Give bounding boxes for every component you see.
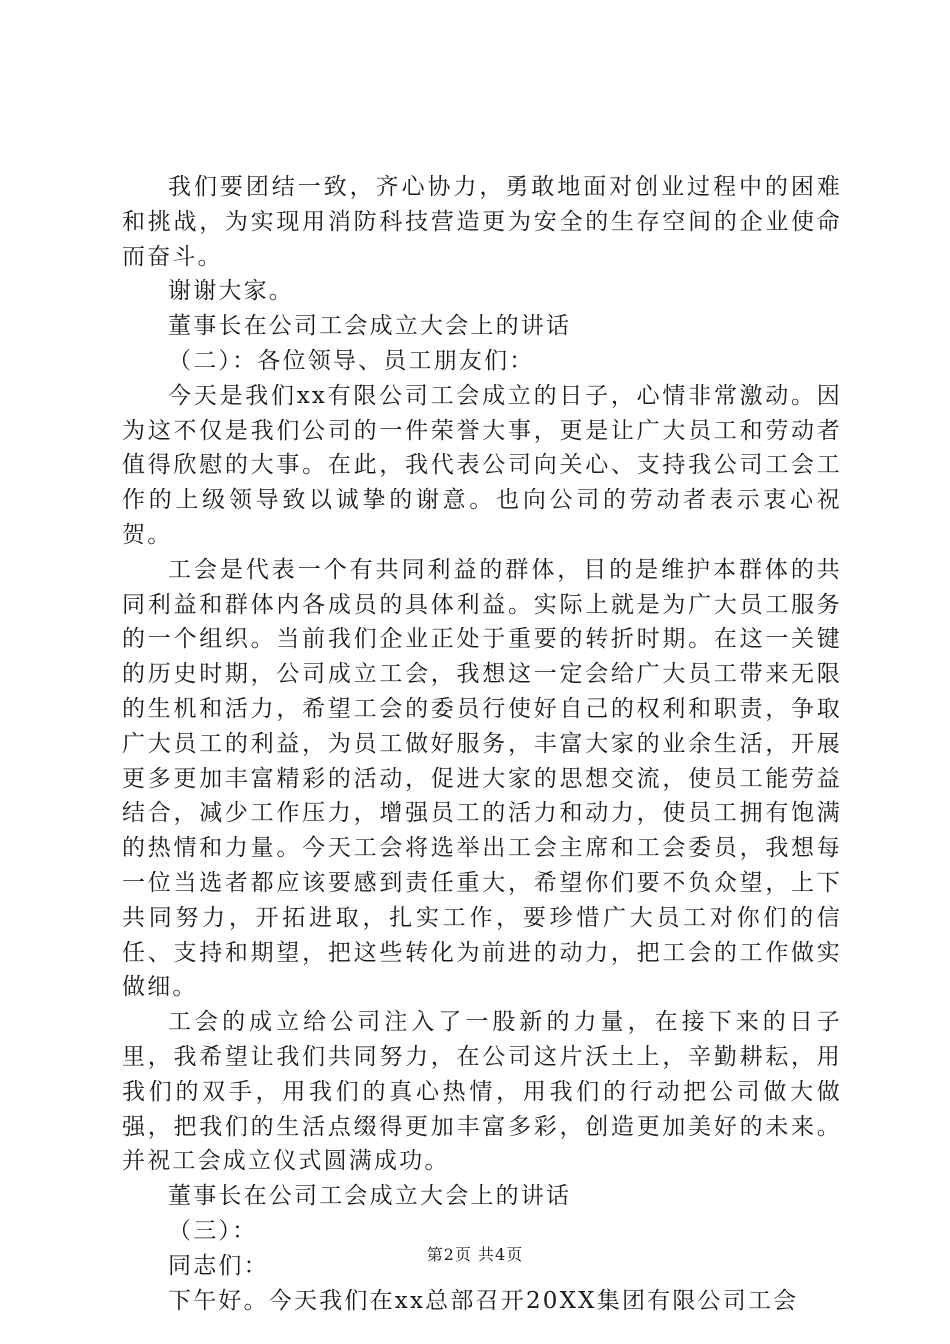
paragraph-union-purpose: 工会是代表一个有共同利益的群体，目的是维护本群体的共同利益和群体内各成员的具体利益。实际上就是为广大员工服务的一个组织。当前我们企业正处于重要的转折时期。在这一关键的历史时期，公司成立工会，我想这一定会给广大员工带来无限的生机和活力，希望工会的委员行使好自己的权利和职责，争取广大员工的利益，为员工做好服务，丰富大家的业余生活，开展更多更加丰富精彩的活动，促进大家的思想交流，使员工能劳益结合，减少工作压力，增强员工的活力和动力，使员工拥有饱满的热情和力量。今天工会将选举出工会主席和工会委员，我想每一位当选者都应该要感到责任重大，希望你们要不负众望，上下共同努力，开拓进取，扎实工作，要珍惜广大员工对你们的信任、支持和期望，把这些转化为前进的动力，把工会的工作做实做细。	[122, 556, 842, 1001]
paragraph-afternoon-greeting: 下午好。今天我们在xx总部召开20XX集团有限公司工会	[168, 1287, 799, 1314]
paragraph-union-founding: 今天是我们xx有限公司工会成立的日子，心情非常激动。因为这不仅是我们公司的一件荣誉大事，更是让广大员工和劳动者值得欣慰的大事。在此，我代表公司向关心、支持我公司工会工作的上级领导致以诚挚的谢意。也向公司的劳动者表示衷心祝贺。	[122, 382, 842, 548]
speech-3-salutation: 同志们：	[168, 1252, 269, 1279]
document-body	[122, 170, 842, 1318]
speech-title-3: 董事长在公司工会成立大会上的讲话	[168, 1183, 572, 1210]
speech-title-2: 董事长在公司工会成立大会上的讲话	[168, 313, 572, 340]
speech-2-salutation: （二）：各位领导、员工朋友们：	[168, 347, 535, 374]
page-number-footer: 第2页 共4页	[426, 1245, 524, 1264]
speech-3-number: （三）：	[168, 1217, 258, 1244]
paragraph-closing-appeal: 我们要团结一致，齐心协力，勇敢地面对创业过程中的困难和挑战，为实现用消防科技营造更为安全的生存空间的企业使命而奋斗。	[122, 174, 842, 270]
paragraph-future-wishes: 工会的成立给公司注入了一股新的力量，在接下来的日子里，我希望让我们共同努力，在公司这片沃土上，辛勤耕耘，用我们的双手，用我们的真心热情，用我们的行动把公司做大做强，把我们的生活点缀得更加丰富多彩，创造更加美好的未来。并祝工会成立仪式圆满成功。	[122, 1009, 842, 1175]
paragraph-thanks: 谢谢大家。	[168, 278, 294, 305]
